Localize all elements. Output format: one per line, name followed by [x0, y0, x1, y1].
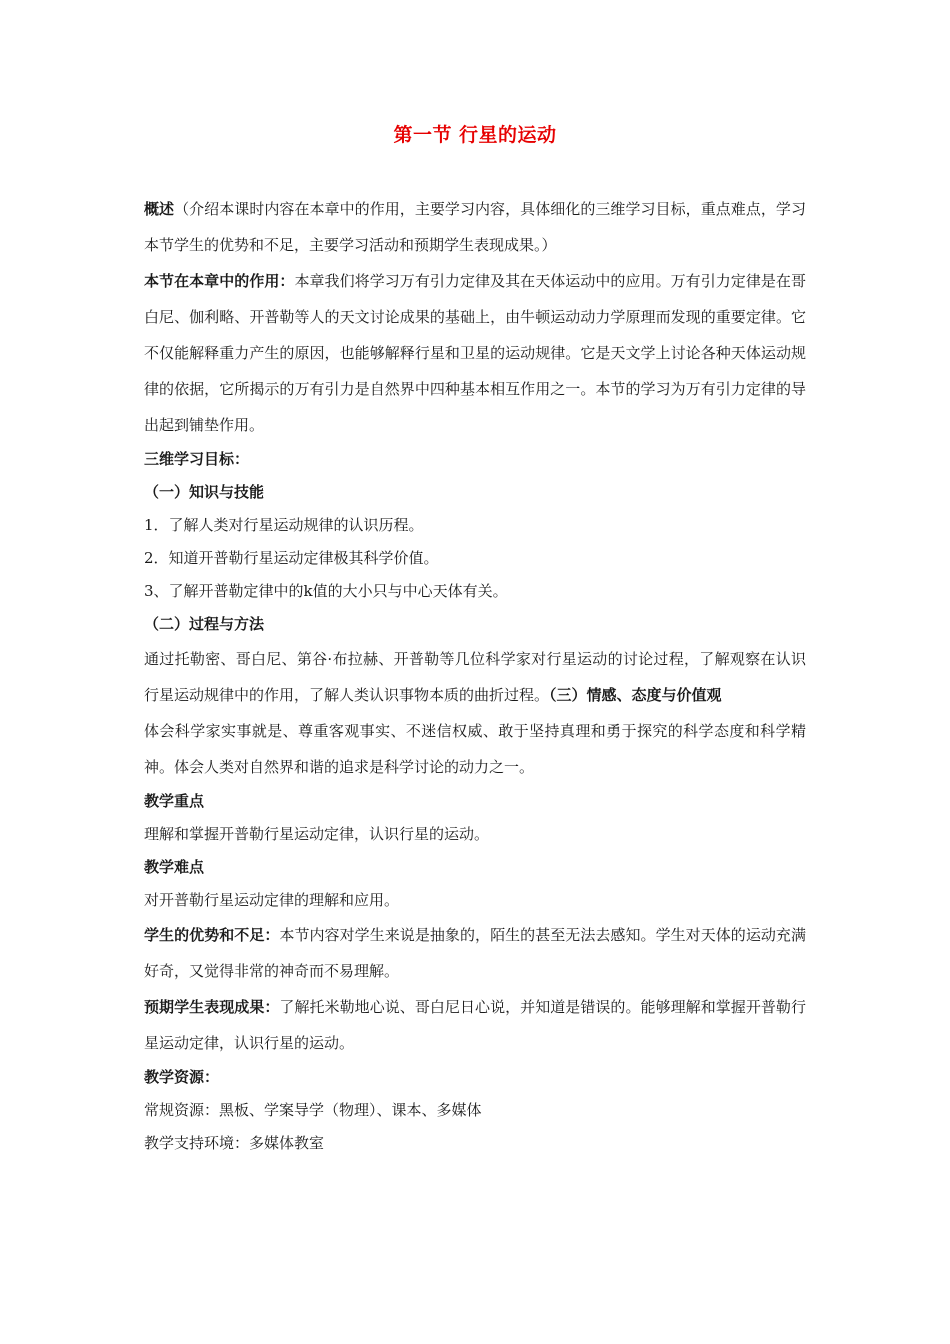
students-text: 本节内容对学生来说是抽象的，陌生的甚至无法去感知。学生对天体的运动充满好奇，又觉得非常的神奇而不易理解。: [144, 926, 806, 980]
goals-heading: 三维学习目标：: [144, 450, 250, 468]
key-points-heading: 教学重点: [144, 792, 205, 810]
resources-environment: 教学支持环境：多媒体教室: [144, 1134, 325, 1152]
knowledge-heading: （一）知识与技能: [144, 483, 265, 501]
overview-label: 概述: [144, 200, 175, 218]
overview-paragraph: [144, 191, 806, 263]
process-heading: （二）过程与方法: [144, 615, 265, 633]
knowledge-item: 3、了解开普勒定律中的k值的大小只与中心天体有关。: [144, 582, 508, 600]
role-label: 本节在本章中的作用：: [144, 272, 295, 290]
role-paragraph: [144, 263, 806, 443]
key-points-text: 理解和掌握开普勒行星运动定律，认识行星的运动。: [144, 825, 490, 843]
emotion-paragraph: 体会科学家实事就是、尊重客观事实、不迷信权威、敢于坚持真理和勇于探究的科学态度和科学精神。体会人类对自然界和谐的追求是科学讨论的动力之一。: [144, 722, 806, 776]
knowledge-item: 2．知道开普勒行星运动定律极其科学价值。: [144, 549, 439, 567]
overview-text: （介绍本课时内容在本章中的作用，主要学习内容，具体细化的三维学习目标，重点难点，学习本节学生的优势和不足，主要学习活动和预期学生表现成果。）: [144, 200, 806, 254]
emotion-heading: （三）情感、态度与价值观: [549, 686, 722, 704]
difficulties-text: 对开普勒行星运动定律的理解和应用。: [144, 891, 400, 909]
role-text: 本章我们将学习万有引力定律及其在天体运动中的应用。万有引力定律是在哥白尼、伽利略、开普勒等人的天文讨论成果的基础上，由牛顿运动动力学原理而发现的重要定律。它不仅能解释重力产生的原因，也能够解释行星和卫星的运动规律。它是天文学上讨论各种天体运动规律的依据，它所揭示的万有引力是自然界中四种基本相互作用之一。本节的学习为万有引力定律的导出起到铺垫作用。: [144, 272, 806, 434]
students-label: 学生的优势和不足：: [144, 926, 280, 944]
resources-heading: 教学资源：: [144, 1068, 220, 1086]
process-paragraph: [144, 641, 806, 713]
expected-text: 了解托米勒地心说、哥白尼日心说，并知道是错误的。能够理解和掌握开普勒行星运动定律，认识行星的运动。: [144, 998, 806, 1052]
expected-paragraph: [144, 989, 806, 1061]
difficulties-heading: 教学难点: [144, 858, 205, 876]
knowledge-item: 1．了解人类对行星运动规律的认识历程。: [144, 516, 424, 534]
process-text: 通过托勒密、哥白尼、第谷·布拉赫、开普勒等几位科学家对行星运动的讨论过程，了解观察在认识行星运动规律中的作用，了解人类认识事物本质的曲折过程。: [144, 650, 806, 704]
expected-label: 预期学生表现成果：: [144, 998, 280, 1016]
students-paragraph: [144, 917, 806, 989]
resources-regular: 常规资源：黑板、学案导学（物理）、课本、多媒体: [144, 1101, 482, 1119]
document-body: [144, 191, 806, 1160]
page-title: 第一节 行星的运动: [393, 124, 557, 146]
